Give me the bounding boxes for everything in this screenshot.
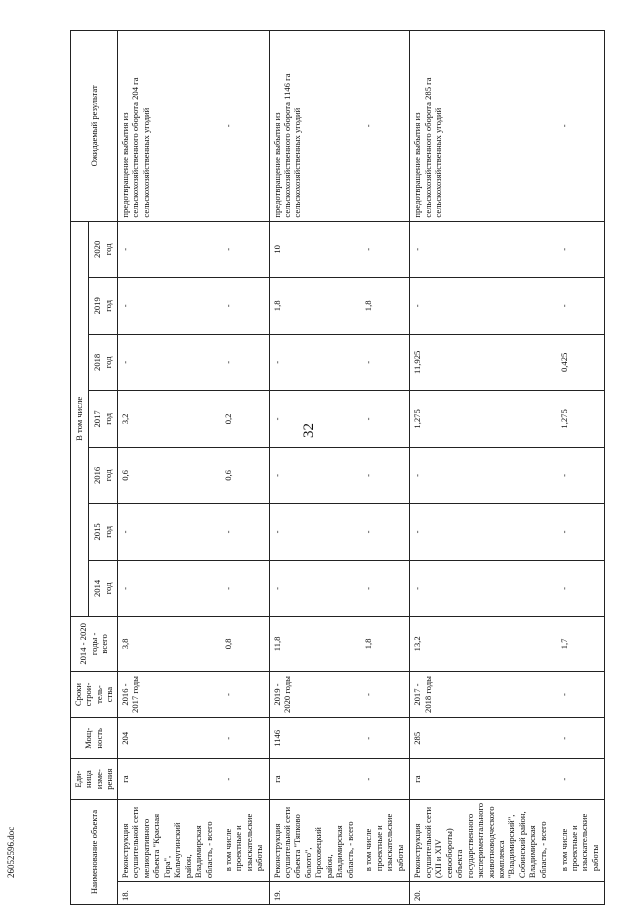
year-cell: - [221,221,269,277]
file-footer: 26052596.doc [6,826,16,878]
capacity-cell: - [221,718,269,759]
year-cell: 10 [269,221,361,277]
header-year: 2017 год [88,391,117,448]
year-cell: 11,925 [410,334,557,391]
year-cell: 0,2 [221,391,269,448]
object-name: Реконструкция осушительной сети (XII и XIV севообороты) объекта государственного экспериментального животноводческого комплекса "Владимирский", Собинский район, Владимирская область, - всего [410,800,557,882]
header-total: 2014 - 2020 годы - всего [71,617,118,672]
total-cell: 3,8 [117,617,220,672]
year-cell: - [221,504,269,560]
table-row [117,31,220,905]
row-number: 18. [117,882,220,905]
header-year: 2016 год [88,447,117,503]
object-subname: в том числе проектные и изыскательские работы [221,800,269,882]
year-cell: - [410,221,557,277]
row-number: 19. [269,882,361,905]
year-cell: - [117,334,220,391]
year-cell: - [221,334,269,391]
year-cell: - [117,278,220,334]
capacity-cell: 1146 [269,718,361,759]
term-cell: 2016 - 2017 годы [117,671,220,718]
page-number: 32 [301,423,317,438]
result-cell: предотвращение выбытия из сельскохозяйственного оборота 285 га сельскохозяйственных угодий [410,31,557,222]
year-cell: - [269,391,361,448]
year-cell: - [557,504,605,560]
year-cell: - [557,278,605,334]
header-name: Наименование объекта [71,800,118,905]
unit-cell: га [117,759,220,800]
year-cell: - [221,560,269,616]
result-cell: предотвращение выбытия из сельскохозяйственного оборота 1146 га сельскохозяйственных угодий [269,31,361,222]
total-cell: 1,8 [361,617,409,672]
year-cell: - [361,504,409,560]
header-result: Ожидаемый результат [71,31,118,222]
year-cell: - [221,278,269,334]
table-body [117,31,605,905]
header-year: 2019 год [88,278,117,334]
year-cell: - [361,221,409,277]
year-cell: - [269,504,361,560]
year-cell: - [557,447,605,503]
row-number [557,882,605,905]
header-year: 2015 год [88,504,117,560]
unit-cell: га [269,759,361,800]
year-cell: - [410,560,557,616]
object-name: Реконструкция осушительной сети мелиоративного объекта "Красная Гора", Кольчугинский район, Владимирская область, - всего [117,800,220,882]
result-cell: - [557,31,605,222]
year-cell: - [361,334,409,391]
term-cell: - [557,671,605,718]
object-name: Реконструкция осушительной сети объекта "Тяпково болото", Гороховецкий район, Владимирская область, - всего [269,800,361,882]
year-cell: - [117,504,220,560]
header-unit: Еди- ница изме- рения [71,759,118,800]
result-cell: - [221,31,269,222]
unit-cell: - [221,759,269,800]
year-cell: - [410,447,557,503]
capacity-cell: 285 [410,718,557,759]
total-cell: 13,2 [410,617,557,672]
year-cell: 1,275 [410,391,557,448]
year-cell: 1,8 [361,278,409,334]
result-cell: - [361,31,409,222]
row-number [361,882,409,905]
table-row [269,31,361,905]
year-cell: - [410,278,557,334]
table-row [221,31,269,905]
total-cell: 0,8 [221,617,269,672]
header-capacity: Мощ- ность [71,718,118,759]
object-subname: в том числе проектные и изыскательские работы [361,800,409,882]
table-row [557,31,605,905]
capacity-cell: - [557,718,605,759]
capacity-cell: 204 [117,718,220,759]
term-cell: 2017 - 2018 годы [410,671,557,718]
table-row [410,31,557,905]
year-cell: - [117,560,220,616]
header-year: 2020 год [88,221,117,277]
year-cell: - [117,221,220,277]
row-number: 20. [410,882,557,905]
year-cell: - [557,221,605,277]
unit-cell: га [410,759,557,800]
year-cell: 0,6 [221,447,269,503]
term-cell: 2019 - 2020 годы [269,671,361,718]
year-cell: - [361,560,409,616]
header-term: Сроки строи- тель- ства [71,671,118,718]
year-cell: 1,275 [557,391,605,448]
header-year: 2018 год [88,334,117,391]
year-cell: - [361,447,409,503]
year-cell: 0,425 [557,334,605,391]
term-cell: - [361,671,409,718]
header-year: 2014 год [88,560,117,616]
object-subname: в том числе проектные и изыскательские работы [557,800,605,882]
year-cell: - [361,391,409,448]
term-cell: - [221,671,269,718]
header-in-total: В том числе [71,221,89,617]
year-cell: - [410,504,557,560]
total-cell: 1,7 [557,617,605,672]
year-cell: 1,8 [269,278,361,334]
unit-cell: - [557,759,605,800]
year-cell: - [269,334,361,391]
year-cell: - [269,560,361,616]
year-cell: 3,2 [117,391,220,448]
year-cell: 0,6 [117,447,220,503]
rotated-table-container [70,30,600,905]
result-cell: предотвращение выбытия из сельскохозяйственного оборота 204 га сельскохозяйственных угодий [117,31,220,222]
object-table [70,30,605,905]
row-number [221,882,269,905]
table-row [361,31,409,905]
capacity-cell: - [361,718,409,759]
year-cell: - [557,560,605,616]
unit-cell: - [361,759,409,800]
total-cell: 11,8 [269,617,361,672]
year-cell: - [269,447,361,503]
